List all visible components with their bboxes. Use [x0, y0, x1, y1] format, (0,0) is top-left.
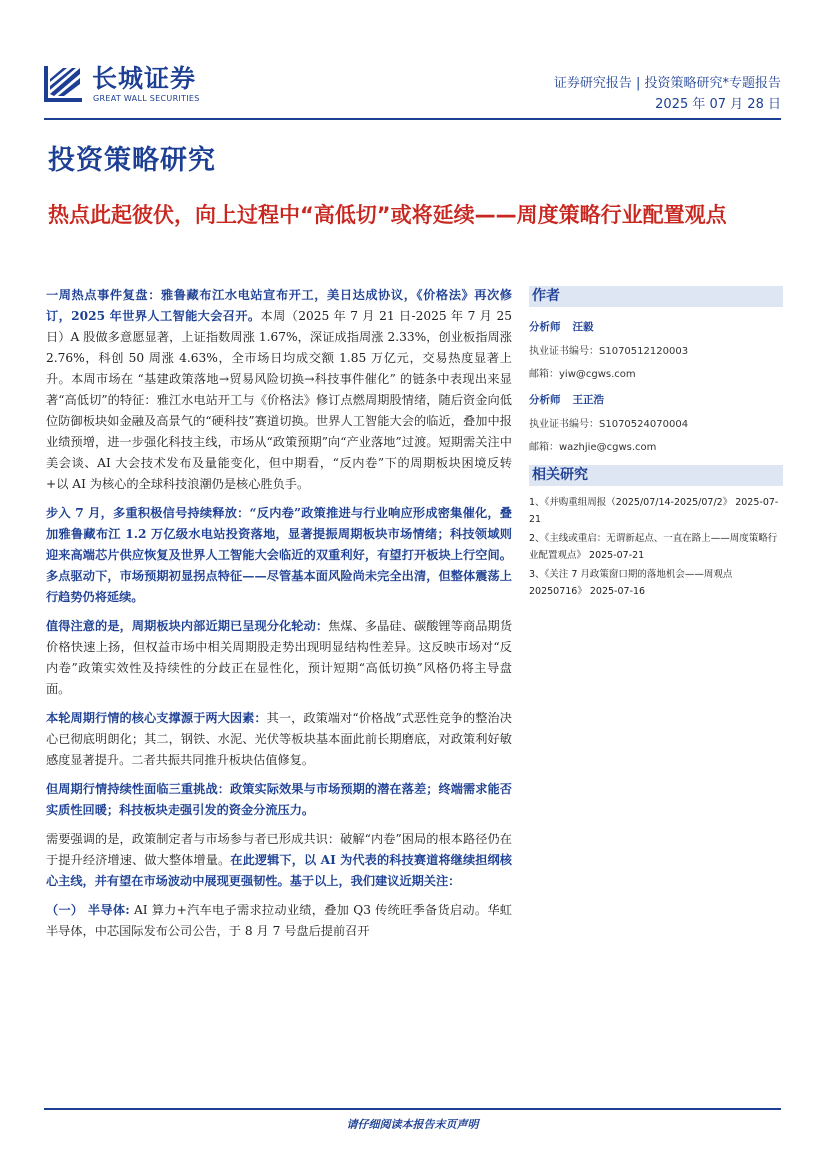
- paragraph-lead: （一） 半导体:: [46, 903, 130, 917]
- paragraph-semiconductor: [46, 900, 512, 942]
- report-type: 证券研究报告 | 投资策略研究*专题报告: [553, 76, 781, 91]
- analyst-card: [529, 392, 783, 453]
- analyst-email[interactable]: 邮箱：wazhjie@cgws.com: [529, 442, 657, 453]
- paragraph-lead: 本轮周期行情的核心支撑源于两大因素：: [46, 711, 267, 725]
- analyst-card: [529, 319, 783, 380]
- header-divider: [44, 118, 781, 120]
- company-logo: [44, 64, 219, 108]
- footer-disclaimer: 请仔细阅读本报告末页声明: [346, 1117, 479, 1131]
- paragraph-cycle-divergence: [46, 616, 512, 700]
- paragraph-lead: 一周热点事件复盘：雅鲁藏布江水电站宣布开工，美日达成协议，《价格法》再次修订，2025 年世界人工智能大会召开。: [46, 288, 512, 323]
- analyst-cert: 执业证书编号：S1070524070004: [529, 419, 689, 430]
- paragraph-lead: 值得注意的是，周期板块内部近期已呈现分化轮动：: [46, 619, 329, 633]
- header-meta: [554, 73, 781, 115]
- analyst-cert: 执业证书编号：S1070512120003: [529, 346, 689, 357]
- analyst-role: 分析师: [529, 321, 561, 333]
- report-title: 热点此起彼伏，向上过程中“高低切”或将延续——周度策略行业配置观点: [48, 203, 727, 227]
- logo-chinese-text: 长城证券: [92, 64, 197, 93]
- logo-english-text: GREAT WALL SECURITIES: [93, 94, 200, 103]
- paragraph-consensus: [46, 829, 512, 892]
- paragraph-text: 焦煤、多晶硅、碳酸锂等商品期货价格快速上扬，但权益市场中相关周期股走势出现明显结构性差异。这反映市场对“反内卷”政策实效性及持续性的分歧正在显性化，预计短期“高低切换”风格仍将主导盘面。: [46, 619, 513, 696]
- analyst-name: 汪毅: [572, 321, 594, 333]
- great-wall-logo-icon: [44, 64, 84, 104]
- paragraph-weekly-review: [46, 285, 512, 495]
- paragraph-july-signals: 步入 7 月，多重积极信号持续释放：“反内卷”政策推进与行业响应形成密集催化，叠加雅鲁藏布江 1.2 万亿级水电站投资落地，显著提振周期板块市场情绪；科技领域则迎来高端芯片供应恢复及世界人工智能大会临近的双重利好，有望打开板块上行空间。多点驱动下，市场预期初显拐点特征——尽管基本面风险尚未完全出清，但整体震荡上行趋势仍将延续。: [46, 506, 512, 604]
- related-research-list: [529, 494, 783, 600]
- report-date: 2025 年 07 月 28 日: [655, 97, 781, 112]
- related-research-item[interactable]: 2、《主线或重启：无谓新起点、一直在路上——周度策略行业配置观点》 2025-07-21: [529, 533, 778, 561]
- paragraph-highlight: 在此逻辑下，以 AI 为代表的科技赛道将继续担纲核心主线，并有望在市场波动中展现更强韧性。基于以上，我们建议近期关注：: [46, 853, 512, 888]
- paragraph-text: 本周（2025 年 7 月 21 日-2025 年 7 月 25 日）A 股做多意愿显著，上证指数周涨 1.67%，深证成指周涨 2.33%，创业板指周涨 2.76%，科创 50 周涨 4.63%，全市场日均成交额 1.85 万亿元，交易热度显著上升。本周市场在 “基建政策落地→贸易风险切换→科技事件催化” 的链条中表现出来显著“高低切”的特征：雅江水电站开工与《价格法》修订点燃周期股情绪，随后资金向低位防御板块如金融及高景气的“硬科技”赛道切换。世界人工智能大会的临近，叠加中报业绩预增，进一步强化科技主线，市场从“政策预期”向“产业落地”过渡。短期需关注中美会谈、AI 大会技术发布及量能变化，但中期看，“反内卷”下的周期板块困境反转+以 AI 为核心的全球科技浪潮仍是核心胜负手。: [46, 309, 512, 491]
- main-content: [46, 278, 512, 950]
- page-footer: [44, 1108, 781, 1132]
- report-header: [0, 0, 827, 130]
- authors-heading: 作者: [529, 286, 783, 307]
- related-research-item[interactable]: 3、《关注 7 月政策窗口期的落地机会——周观点 20250716》 2025-07-16: [529, 569, 733, 597]
- analyst-role: 分析师: [529, 394, 561, 406]
- paragraph-core-support: [46, 708, 512, 771]
- paragraph-text: 其一，政策端对“价格战”式恶性竞争的整治决心已彻底明朗化；其二，钢铁、水泥、光伏等板块基本面此前长期磨底，对政策利好敏感度显著提升。二者共振共同推升板块估值修复。: [46, 711, 512, 767]
- report-category: 投资策略研究: [48, 145, 216, 176]
- paragraph-text: AI 算力+汽车电子需求拉动业绩，叠加 Q3 传统旺季备货启动。华虹半导体，中芯国际发布公司公告，于 8 月 7 号盘后提前召开: [46, 903, 512, 938]
- analyst-name: 王正浩: [572, 394, 604, 406]
- related-research-item[interactable]: 1、《并购重组周报（2025/07/14-2025/07/2》 2025-07-21: [529, 497, 779, 525]
- sidebar: [529, 286, 783, 602]
- footer-divider: [44, 1108, 781, 1110]
- related-research-heading: 相关研究: [529, 465, 783, 486]
- analyst-email[interactable]: 邮箱：yiw@cgws.com: [529, 369, 636, 380]
- paragraph-challenges: 但周期行情持续性面临三重挑战：政策实际效果与市场预期的潜在落差；终端需求能否实质性回暖；科技板块走强引发的资金分流压力。: [46, 782, 512, 817]
- paragraph-text: 需要强调的是，政策制定者与市场参与者已形成共识：破解“内卷”困局的根本路径仍在于提升经济增速、做大整体增量。: [46, 832, 512, 867]
